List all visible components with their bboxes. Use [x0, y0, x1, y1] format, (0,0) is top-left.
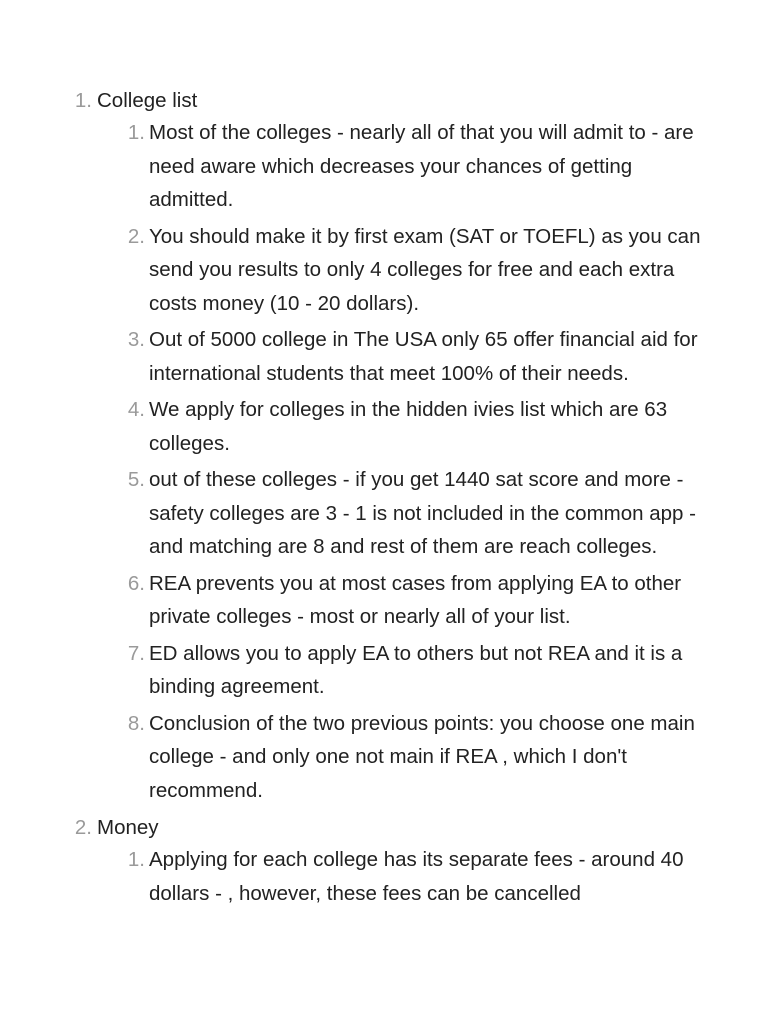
list-item [0, 463, 768, 564]
list-item [0, 116, 768, 217]
section-money [0, 813, 768, 910]
list-item [0, 393, 768, 460]
item-text: Applying for each college has its separate fees - around 40 dollars - , however, these fees can be cancelled [149, 848, 684, 905]
item-text: We apply for colleges in the hidden ivies list which are 63 colleges. [149, 398, 668, 455]
item-number: 1. [127, 121, 145, 144]
item-text: Out of 5000 college in The USA only 65 offer financial aid for international students that meet 100% of their needs. [149, 328, 698, 385]
section-heading [0, 86, 768, 116]
list-item [0, 637, 768, 704]
item-number: 3. [127, 328, 145, 351]
list-item [0, 220, 768, 321]
section-items [0, 116, 768, 807]
item-number: 5. [127, 468, 145, 491]
list-item [0, 567, 768, 634]
section-title: College list [97, 89, 198, 112]
item-text: You should make it by first exam (SAT or TOEFL) as you can send you results to only 4 colleges for free and each extra costs money (10 - 20 dollars). [149, 224, 701, 315]
section-number: 1. [74, 89, 92, 112]
item-number: 6. [127, 571, 145, 595]
item-number: 1. [127, 848, 145, 871]
item-number: 7. [127, 641, 145, 665]
section-title: Money [97, 816, 159, 839]
section-college-list [0, 86, 768, 807]
item-number: 4. [127, 398, 145, 421]
item-text: REA prevents you at most cases from applying EA to other private colleges - most or nearly all of your list. [149, 571, 682, 628]
item-number: 8. [127, 711, 145, 735]
list-item [0, 843, 768, 910]
list-item [0, 707, 768, 808]
item-text: Most of the colleges - nearly all of that you will admit to - are need aware which decreases your chances of getting admitted. [149, 121, 694, 211]
list-item [0, 323, 768, 390]
item-text: out of these colleges - if you get 1440 sat score and more - safety colleges are 3 - 1 is not included in the common app - and matching are 8 and rest of them are reach colleges. [149, 468, 696, 558]
section-items [0, 843, 768, 910]
item-number: 2. [127, 224, 145, 248]
item-text: ED allows you to apply EA to others but not REA and it is a binding agreement. [149, 641, 683, 698]
section-heading [0, 813, 768, 843]
section-number: 2. [74, 816, 92, 839]
item-text: Conclusion of the two previous points: you choose one main college - and only one not main if REA , which I don't recommend. [149, 711, 695, 802]
